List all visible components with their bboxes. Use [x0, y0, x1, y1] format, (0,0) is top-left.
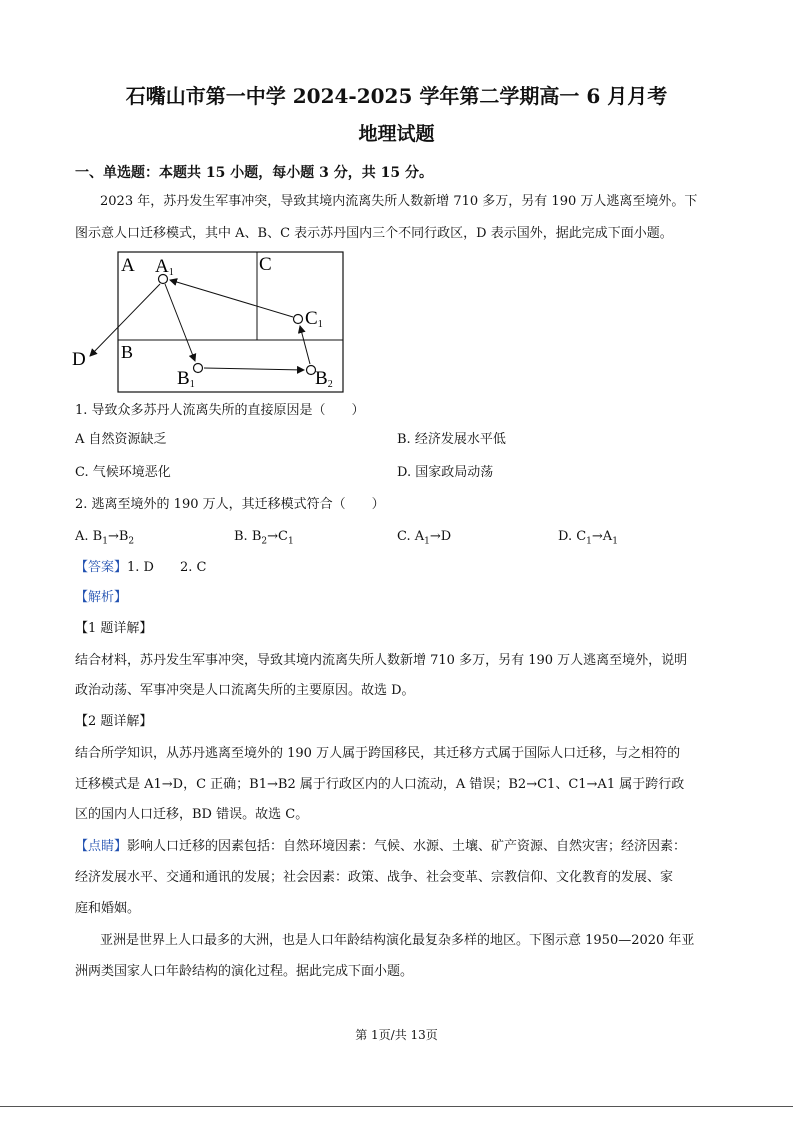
arrow-a1-b1	[165, 284, 195, 361]
page-title: 石嘴山市第一中学 2024-2025 学年第二学期高一 6 月月考	[125, 84, 668, 108]
node-b1-label: B1	[177, 368, 195, 390]
detail2-line-3: 区的国内人口迁移，BD 错误。故选 C。	[75, 807, 309, 822]
intro2-line-2: 洲两类国家人口年龄结构的演化过程。据此完成下面小题。	[75, 964, 414, 979]
answer-line	[75, 559, 206, 577]
q2-option-b: B. $B_2\to C_1$	[234, 529, 294, 547]
q2-option-d: D. $C_1\to A_1$	[558, 529, 618, 547]
detail2-tag: 【2 题详解】	[75, 714, 153, 729]
detail1-tag: 【1 题详解】	[75, 621, 153, 636]
section-heading: 一、单选题：本题共 15 小题，每小题 3 分，共 15 分。	[75, 165, 433, 181]
bottom-divider	[0, 1106, 793, 1107]
q1-stem: 1. 导致众多苏丹人流离失所的直接原因是（ ）	[75, 403, 365, 418]
q2-option-c: C. $A_1\to D$	[397, 529, 452, 547]
detail1-line-2: 政治动荡、军事冲突是人口流离失所的主要原因。故选 D。	[75, 683, 415, 698]
intro1-line-1: 2023 年，苏丹发生军事冲突，导致其境内流离失所人数新增 710 多万，另有 190 万人逃离至境外。下	[100, 194, 698, 209]
node-c1-label: C1	[305, 308, 323, 330]
detail1-line-1: 结合材料，苏丹发生军事冲突，导致其境内流离失所人数新增 710 多万，另有 190 万人逃离至境外，说明	[75, 653, 688, 668]
q1-option-d: D. 国家政局动荡	[397, 465, 494, 480]
page-number: 第 1页/共 13页	[355, 1028, 438, 1042]
tips-line-2: 经济发展水平、交通和通讯的发展；社会因素：政策、战争、社会变革、宗教信仰、文化教育的发展、家	[75, 870, 674, 885]
detail2-line-1: 结合所学知识，从苏丹逃离至境外的 190 万人属于跨国移民，其迁移方式属于国际人口迁移，与之相符的	[75, 746, 681, 761]
q1-option-b: B. 经济发展水平低	[397, 432, 506, 447]
node-a1-label: A1	[155, 256, 174, 278]
arrow-b1-b2	[204, 368, 304, 370]
answer-text: 1. D 2. C	[127, 560, 207, 575]
tips-line-3: 庭和婚姻。	[75, 901, 141, 916]
node-c1	[294, 315, 303, 324]
region-c-label: C	[259, 254, 272, 275]
node-b1	[194, 364, 203, 373]
q1-option-c: C. 气候环境恶化	[75, 465, 171, 480]
tips-line-1: 【点睛】影响人口迁移的因素包括：自然环境因素：气候、水源、土壤、矿产资源、自然灾害；经济因素：	[75, 839, 687, 854]
answer-tag: 【答案】	[75, 560, 128, 575]
detail2-line-2: 迁移模式是 A1→D，C 正确；B1→B2 属于行政区内的人口流动，A 错误；B2→C1、C1→A1 属于跨行政	[75, 777, 685, 792]
region-a-label: A	[121, 255, 135, 276]
region-b-label: B	[121, 342, 134, 362]
intro1-line-2: 图示意人口迁移模式，其中 A、B、C 表示苏丹国内三个不同行政区，D 表示国外，据此完成下面小题。	[75, 226, 673, 241]
arrow-c1-a1	[170, 280, 293, 317]
arrow-b2-c1	[300, 326, 310, 364]
tips-tag: 【点睛】	[75, 839, 128, 854]
q2-stem: 2. 逃离至境外的 190 万人，其迁移模式符合（ ）	[75, 497, 385, 512]
migration-diagram	[65, 248, 355, 396]
page-subtitle: 地理试题	[358, 123, 435, 145]
q1-option-a: A 自然资源缺乏	[75, 432, 167, 447]
intro2-line-1: 亚洲是世界上人口最多的大洲，也是人口年龄结构演化最复杂多样的地区。下图示意 1950—2020 年亚	[100, 933, 695, 948]
analysis-tag: 【解析】	[75, 590, 128, 605]
node-b2-label: B2	[315, 368, 333, 390]
q2-option-a: A. $B_1\to B_2$	[75, 529, 135, 547]
region-d-label: D	[72, 349, 86, 370]
